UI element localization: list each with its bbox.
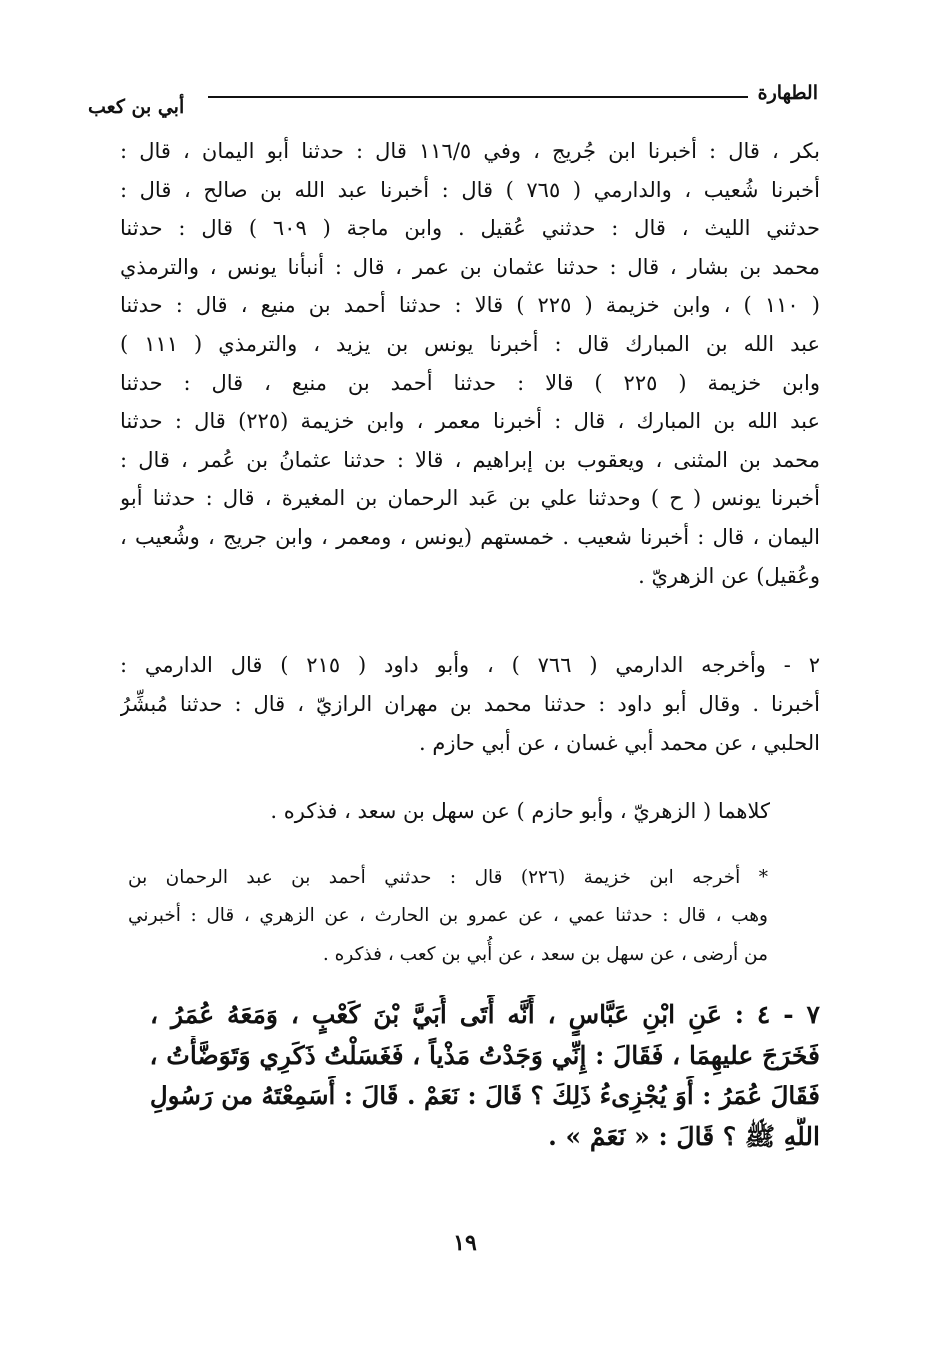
text-line: الحلبي ، عن محمد أبي غسان ، عن أبي حازم . <box>419 730 820 755</box>
text-line: محمد بن بشار ، قال : حدثنا عثمان بن عمر ، قال : أنبأنا يونس ، والترمذي <box>120 254 820 279</box>
text-line: ٧ - ٤ : عَنِ ابْنِ عَبَّاسٍ ، أَنَّه أَتَى أُبَيَّ بْنَ كَعْبٍ ، وَمَعَهُ عُمَرُ ، <box>150 1000 820 1029</box>
text-line: أخبرنا يونس ( ح ) وحدثنا علي بن عَبد الرحمان بن المغيرة ، قال : حدثنا أبو <box>120 486 820 511</box>
text-line: وابن خزيمة ( ٢٢٥ ) قالا : حدثنا أحمد بن منيع ، قال : حدثنا <box>120 370 820 395</box>
asterisk-note <box>128 859 768 974</box>
text-line: اليمان ، قال : أخبرنا شعيب . خمستهم (يونس ، ومعمر ، وابن جريج ، وشُعيب ، <box>120 524 820 549</box>
text-line: حدثني الليث ، قال : حدثني عُقيل . وابن ماجة ( ٦٠٩ ) قال : حدثنا <box>120 216 820 241</box>
text-line: ( ١١٠ ) ، وابن خزيمة ( ٢٢٥ ) قالا : حدثنا أحمد بن منيع ، قال : حدثنا <box>120 293 820 318</box>
text-line: ٢ - وأخرجه الدارمي ( ٧٦٦ ) ، وأبو داود ( ٢١٥ ) قال الدارمي : <box>120 653 820 677</box>
text-line: عبد الله بن المبارك قال : أخبرنا يونس بن يزيد ، والترمذي ( ١١١ ) <box>120 331 820 356</box>
page-number: ١٩ <box>453 1230 477 1256</box>
text-line: بكر ، قال : أخبرنا ابن جُريج ، وفي ١١٦/٥ قال : حدثنا أبو اليمان ، قال : <box>120 139 820 163</box>
text-line: فَقَالَ عُمَرُ : أَوَ يُجْزِىءُ ذَلِكَ ؟ قَالَ : نَعَمْ . قَالَ : أَسَمِعْتَهُ من رَسُولِ <box>150 1081 820 1110</box>
text-line: * أخرجه ابن خزيمة (٢٢٦) قال : حدثني أحمد بن عبد الرحمان بن <box>128 867 768 888</box>
text-line: من أرضى ، عن سهل بن سعد ، عن أُبي بن كعب ، فذكره . <box>322 943 768 965</box>
text-line: محمد بن المثنى ، ويعقوب بن إبراهيم ، قالا : حدثنا عثمانُ بن عُمر ، قال : <box>120 447 820 472</box>
paragraph-2 <box>120 646 820 762</box>
header-rule <box>208 96 748 98</box>
book-title: أبي بن كعب <box>88 96 185 118</box>
running-header <box>88 82 818 120</box>
text-line: فَخَرَجَ عليهِمَا ، فَقَالَ : إِنِّي وَجَدْتُ مَذْياً ، فَغَسَلْتُ ذَكَرِي وَتَوَضَّأْتُ ، <box>150 1040 820 1070</box>
main-paragraph <box>120 132 820 595</box>
text-line: أخبرنا شُعيب ، والدارمي ( ٧٦٥ ) قال : أخبرنا عبد الله بن صالح ، قال : <box>120 177 820 202</box>
text-line: وعُقيل) عن الزهريّ . <box>638 563 820 588</box>
text-line: وهب ، قال : حدثنا عمي ، عن عمرو بن الحارث ، عن الزهري ، قال : أخبرني <box>128 905 768 927</box>
hadith-text <box>150 995 820 1157</box>
text-line: عبد الله بن المبارك ، قال : أخبرنا معمر ، وابن خزيمة (٢٢٥) قال : حدثنا <box>120 409 820 434</box>
text-line: اللَّهِ ﷺ ؟ قَالَ : « نَعَمْ » . <box>548 1121 820 1151</box>
text-line: أخبرنا . وقال أبو داود : حدثنا محمد بن مهران الرازيّ ، قال : حدثنا مُبشِّرُ <box>120 691 820 716</box>
chapter-title: الطهارة <box>757 82 818 104</box>
conclusion-line <box>120 791 770 831</box>
text-line: كلاهما ( الزهريّ ، وأبو حازم ) عن سهل بن سعد ، فذكره . <box>270 799 770 823</box>
